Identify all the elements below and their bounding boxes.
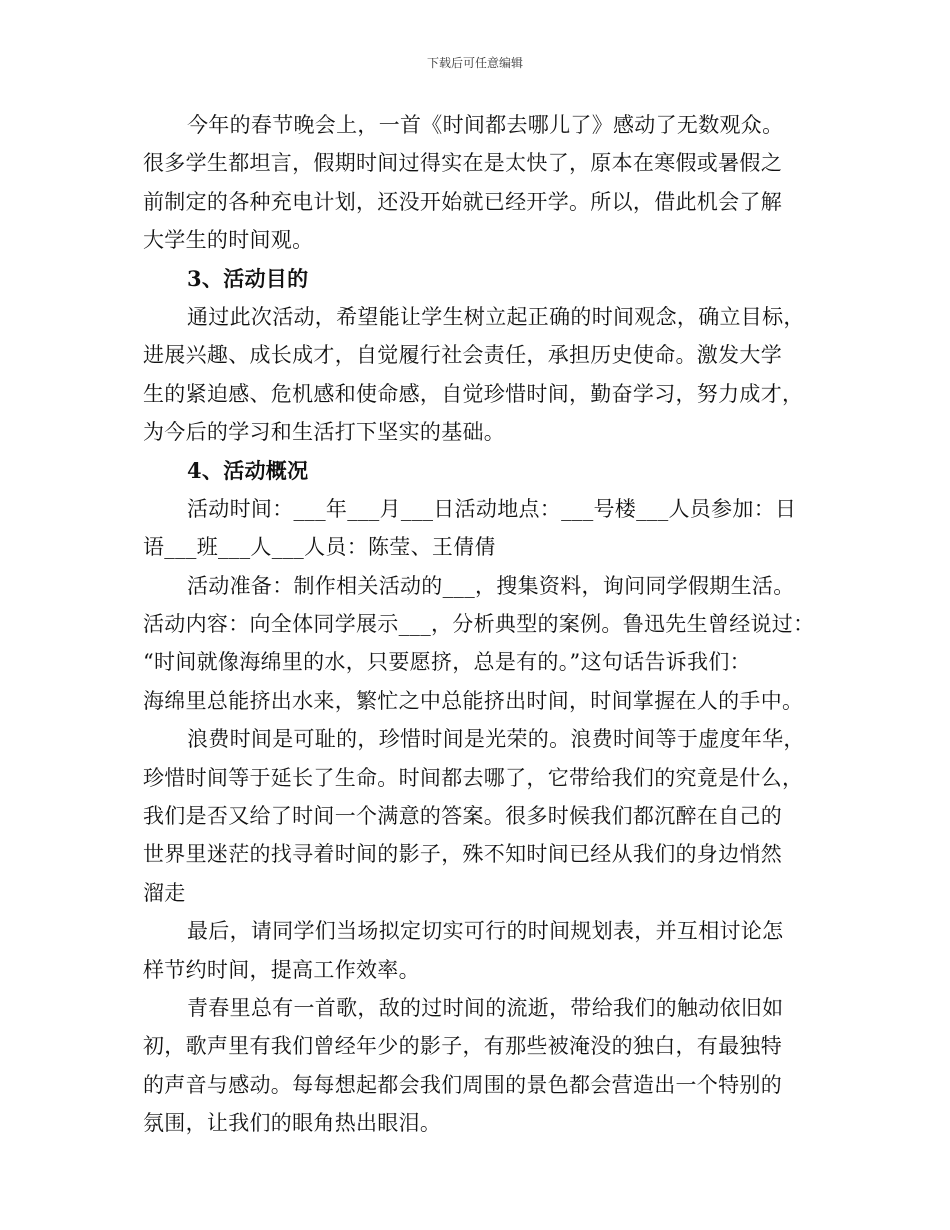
paragraph-line: 珍惜时间等于延长了生命。时间都去哪了，它带给我们的究竟是什么， — [143, 765, 804, 790]
page-header: 下载后可任意编辑 — [426, 56, 523, 70]
paragraph-line: 样节约时间，提高工作效率。 — [143, 957, 420, 982]
paragraph-line: 海绵里总能挤出水来，繁忙之中总能挤出时间，时间掌握在人的手中。 — [143, 688, 804, 713]
paragraph-line: 进展兴趣、成长成才，自觉履行社会责任，承担历史使命。激发大学 — [143, 343, 782, 368]
paragraph-line: 活动内容：向全体同学展示___，分析典型的案例。鲁迅先生曾经说过： — [143, 612, 815, 637]
paragraph-line: 初，歌声里有我们曾经年少的影子，有那些被淹没的独白，有最独特 — [143, 1034, 782, 1059]
paragraph-line: 很多学生都坦言，假期时间过得实在是太快了，原本在寒假或暑假之 — [143, 151, 782, 176]
paragraph-line: 今年的春节晚会上，一首《时间都去哪儿了》感动了无数观众。 — [187, 113, 784, 137]
paragraph-line: “时间就像海绵里的水，只要愿挤，总是有的。”这句话告诉我们： — [143, 650, 751, 675]
section-heading: 4、活动概况 — [187, 457, 309, 483]
paragraph-line: 最后，请同学们当场拟定切实可行的时间规划表，并互相讨论怎 — [187, 919, 784, 944]
paragraph-line: 氛围，让我们的眼角热出眼泪。 — [143, 1111, 442, 1136]
section-heading: 3、活动目的 — [187, 265, 309, 291]
paragraph-line: 活动准备：制作相关活动的___，搜集资料，询问同学假期生活。 — [187, 573, 795, 598]
paragraph-line: 世界里迷茫的找寻着时间的影子，殊不知时间已经从我们的身边悄然 — [143, 842, 782, 867]
paragraph-line: 我们是否又给了时间一个满意的答案。很多时候我们都沉醉在自己的 — [143, 804, 782, 829]
paragraph-line: 语___班___人___人员：陈莹、王倩倩 — [143, 535, 496, 560]
paragraph-line: 溜走 — [143, 880, 186, 905]
paragraph-line: 浪费时间是可耻的，珍惜时间是光荣的。浪费时间等于虚度年华， — [187, 727, 805, 752]
paragraph-line: 通过此次活动，希望能让学生树立起正确的时间观念，确立目标， — [187, 304, 805, 329]
paragraph-line: 前制定的各种充电计划，还没开始就已经开学。所以，借此机会了解 — [143, 189, 782, 214]
paragraph-line: 青春里总有一首歌，敌的过时间的流逝，带给我们的触动依旧如 — [187, 995, 784, 1020]
paragraph-line: 活动时间：___年___月___日活动地点：___号楼___人员参加：日 — [187, 496, 797, 521]
paragraph-line: 生的紧迫感、危机感和使命感，自觉珍惜时间，勤奋学习，努力成才， — [143, 381, 804, 406]
paragraph-line: 为今后的学习和生活打下坚实的基础。 — [143, 420, 506, 445]
document-body — [143, 106, 815, 1143]
paragraph-line: 的声音与感动。每每想起都会我们周围的景色都会营造出一个特别的 — [143, 1072, 782, 1097]
paragraph-line: 大学生的时间观。 — [143, 228, 314, 253]
